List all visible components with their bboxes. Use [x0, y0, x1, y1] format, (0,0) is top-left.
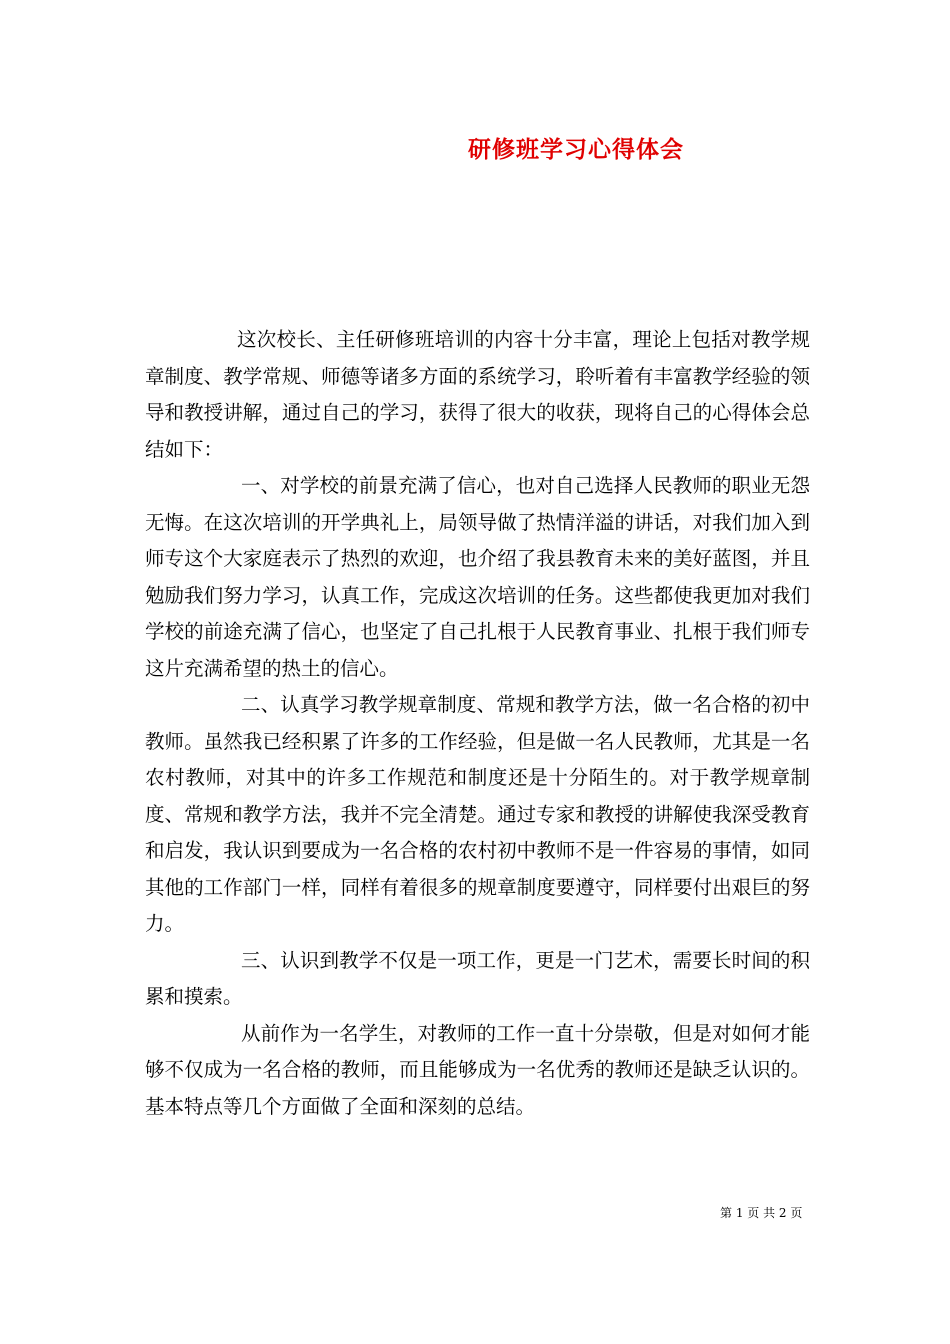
page-number-footer: [720, 1205, 802, 1221]
paragraph-section-1: 一、对学校的前景充满了信心，也对自己选择人民教师的职业无怨无悔。在这次培训的开学典礼上，局领导做了热情洋溢的讲话，对我们加入到师专这个大家庭表示了热烈的欢迎，也介绍了我县教育未来的美好蓝图，并且勉励我们努力学习，认真工作，完成这次培训的任务。这些都使我更加对我们学校的前途充满了信心，也坚定了自己扎根于人民教育事业、扎根于我们师专这片充满希望的热土的信心。: [145, 474, 810, 680]
document-body: [145, 322, 810, 1125]
paragraph-section-3: 三、认识到教学不仅是一项工作，更是一门艺术，需要长时间的积累和摸索。: [145, 948, 810, 1008]
paragraph-intro: 这次校长、主任研修班培训的内容十分丰富，理论上包括对教学规章制度、教学常规、师德等诸多方面的系统学习，聆听着有丰富教学经验的领导和教授讲解，通过自己的学习，获得了很大的收获，现将自己的心得体会总结如下：: [145, 328, 810, 461]
page-number-label: 第 1 页 共 2 页: [720, 1206, 803, 1220]
document-title: 研修班学习心得体会: [468, 136, 684, 163]
paragraph-section-2: 二、认真学习教学规章制度、常规和教学方法，做一名合格的初中教师。虽然我已经积累了许多的工作经验，但是做一名人民教师，尤其是一名农村教师，对其中的许多工作规范和制度还是十分陌生的。对于教学规章制度、常规和教学方法，我并不完全清楚。通过专家和教授的讲解使我深受教育和启发，我认识到要成为一名合格的农村初中教师不是一件容易的事情，如同其他的工作部门一样，同样有着很多的规章制度要遵守，同样要付出艰巨的努力。: [145, 693, 810, 935]
paragraph-section-3-detail: 从前作为一名学生，对教师的工作一直十分崇敬，但是对如何才能够不仅成为一名合格的教师，而且能够成为一名优秀的教师还是缺乏认识的。基本特点等几个方面做了全面和深刻的总结。: [145, 1021, 810, 1118]
